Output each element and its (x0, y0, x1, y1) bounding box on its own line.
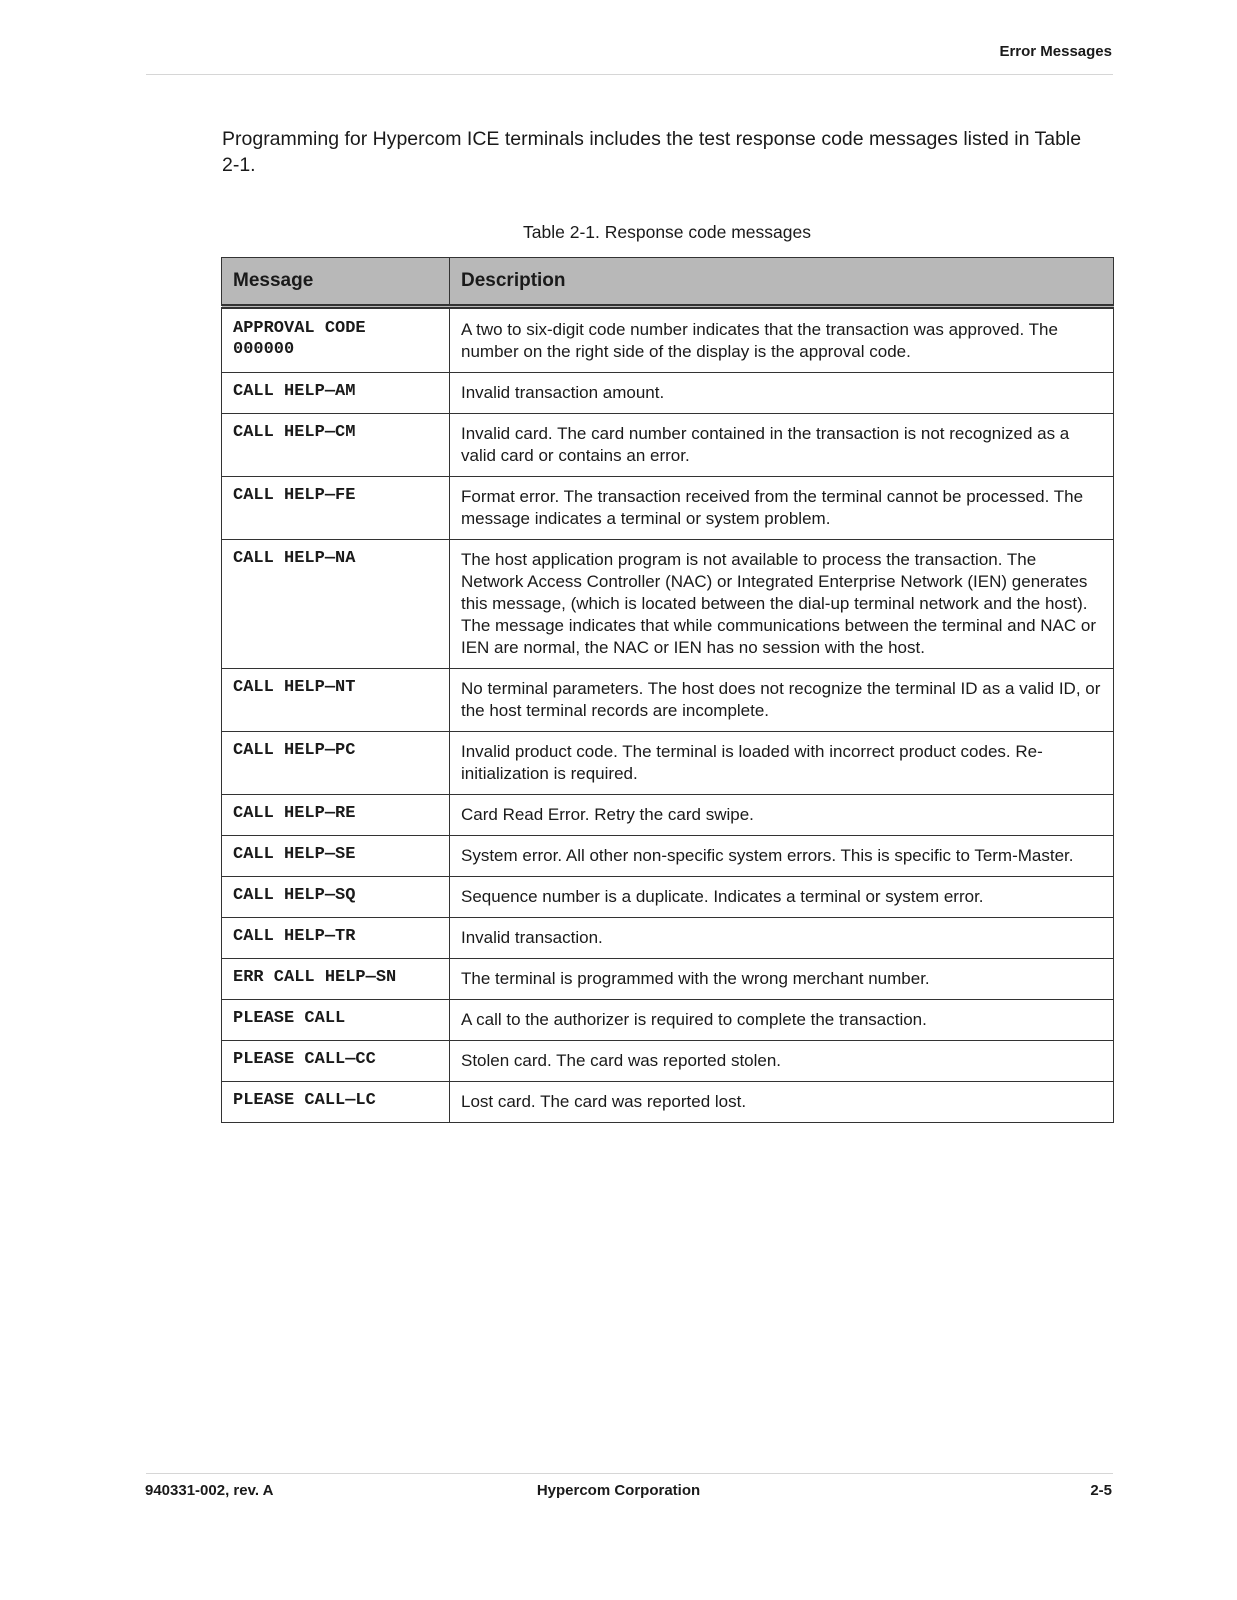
description-cell: Invalid transaction amount. (450, 373, 1114, 414)
footer-doc-number: 940331-002, rev. A (145, 1482, 274, 1499)
message-cell: ERR CALL HELP—SN (222, 959, 450, 1000)
header-rule (146, 74, 1113, 75)
description-cell: A call to the authorizer is required to complete the transaction. (450, 1000, 1114, 1041)
description-cell: Sequence number is a duplicate. Indicates a terminal or system error. (450, 877, 1114, 918)
table-row (222, 1082, 1114, 1123)
message-cell: PLEASE CALL—CC (222, 1041, 450, 1082)
table-row (222, 918, 1114, 959)
description-cell: Stolen card. The card was reported stolen. (450, 1041, 1114, 1082)
footer-rule (146, 1473, 1113, 1474)
message-cell: CALL HELP—SE (222, 836, 450, 877)
message-cell: PLEASE CALL (222, 1000, 450, 1041)
table-row (222, 307, 1114, 373)
table-row (222, 414, 1114, 477)
description-cell: Format error. The transaction received from the terminal cannot be processed. The message indicates a terminal or system problem. (450, 477, 1114, 540)
footer-company: Hypercom Corporation (536, 1482, 701, 1499)
message-cell: CALL HELP—AM (222, 373, 450, 414)
message-cell: CALL HELP—TR (222, 918, 450, 959)
message-cell: PLEASE CALL—LC (222, 1082, 450, 1123)
message-cell: APPROVAL CODE 000000 (222, 307, 450, 373)
table-row (222, 540, 1114, 669)
description-cell: Card Read Error. Retry the card swipe. (450, 795, 1114, 836)
description-cell: Invalid product code. The terminal is loaded with incorrect product codes. Re-initialization is required. (450, 732, 1114, 795)
description-cell: Invalid card. The card number contained in the transaction is not recognized as a valid card or contains an error. (450, 414, 1114, 477)
column-header-description: Description (450, 258, 1114, 307)
table-row (222, 877, 1114, 918)
message-cell: CALL HELP—NT (222, 669, 450, 732)
description-cell: Invalid transaction. (450, 918, 1114, 959)
table-row (222, 732, 1114, 795)
message-cell: CALL HELP—PC (222, 732, 450, 795)
table-row (222, 669, 1114, 732)
column-header-message: Message (222, 258, 450, 307)
response-code-table (221, 257, 1114, 1123)
footer-page-number: 2-5 (1090, 1482, 1112, 1499)
description-cell: The terminal is programmed with the wrong merchant number. (450, 959, 1114, 1000)
table-row (222, 1000, 1114, 1041)
message-cell: CALL HELP—RE (222, 795, 450, 836)
table-row (222, 959, 1114, 1000)
table-row (222, 836, 1114, 877)
table-row (222, 1041, 1114, 1082)
message-cell: CALL HELP—FE (222, 477, 450, 540)
running-header: Error Messages (999, 43, 1112, 60)
table-caption: Table 2-1. Response code messages (523, 222, 811, 242)
message-cell: CALL HELP—NA (222, 540, 450, 669)
intro-paragraph: Programming for Hypercom ICE terminals includes the test response code messages listed in Table 2-1. (222, 128, 1082, 176)
message-cell: CALL HELP—SQ (222, 877, 450, 918)
description-cell: A two to six-digit code number indicates that the transaction was approved. The number on the right side of the display is the approval code. (450, 307, 1114, 373)
message-cell: CALL HELP—CM (222, 414, 450, 477)
table-row (222, 373, 1114, 414)
description-cell: System error. All other non-specific system errors. This is specific to Term-Master. (450, 836, 1114, 877)
table-row (222, 795, 1114, 836)
description-cell: Lost card. The card was reported lost. (450, 1082, 1114, 1123)
description-cell: No terminal parameters. The host does not recognize the terminal ID as a valid ID, or the host terminal records are incomplete. (450, 669, 1114, 732)
table-header-row (222, 258, 1114, 307)
table-row (222, 477, 1114, 540)
description-cell: The host application program is not available to process the transaction. The Network Access Controller (NAC) or Integrated Enterprise Network (IEN) generates this message, (which is located between the dial-up terminal network and the host). The message indicates that while communications between the terminal and NAC or IEN are normal, the NAC or IEN has no session with the host. (450, 540, 1114, 669)
